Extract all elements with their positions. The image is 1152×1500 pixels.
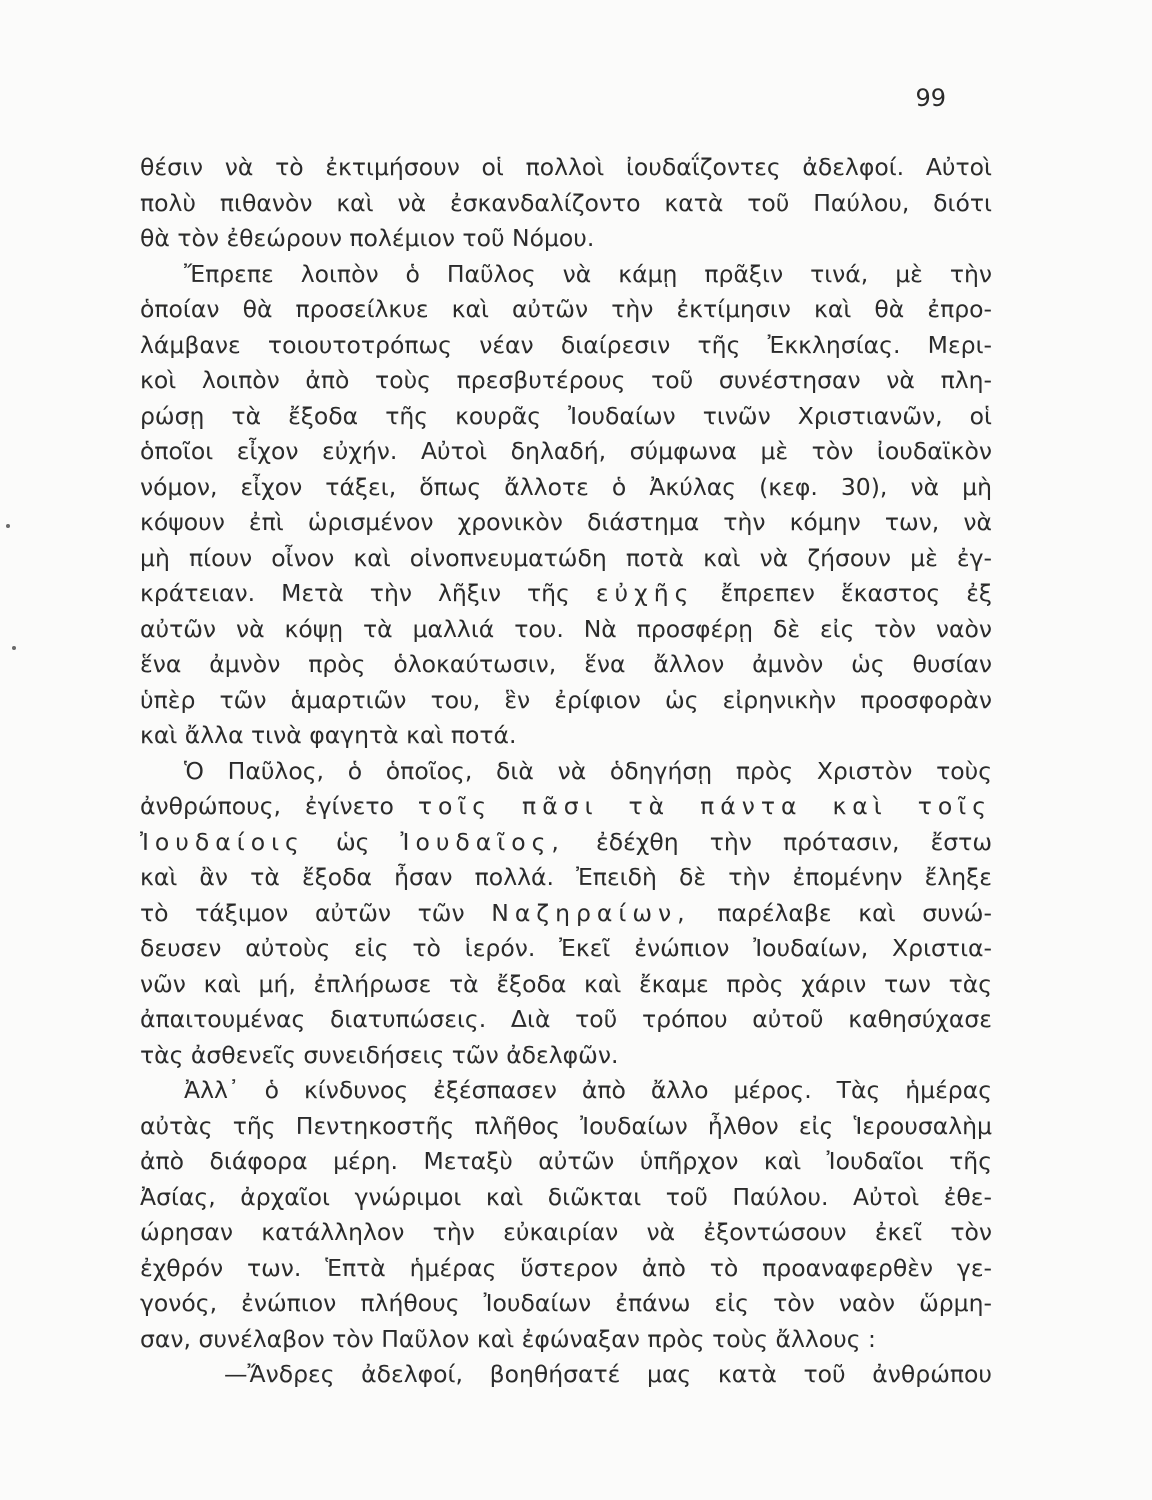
- text-span: ὡς: [335, 827, 370, 856]
- text-line: πολὺ πιθανὸν καὶ νὰ ἐσκανδαλίζοντο κατὰ τοῦ Παύλου, διότι: [140, 188, 992, 217]
- text-line: ἀπαιτουμένας διατυπώσεις. Διὰ τοῦ τρόπου αὐτοῦ καθησύχασε: [140, 1005, 992, 1033]
- text-line: γονός, ἐνώπιον πλήθους Ἰουδαίων ἐπάνω εἰς τὸν ναὸν ὥρμη-: [140, 1289, 992, 1317]
- text-line: [140, 789, 992, 825]
- text-line: κόψουν ἐπὶ ὡρισμένον χρονικὸν διάστημα τὴν κόμην των, νὰ: [140, 508, 992, 536]
- text-line: [140, 576, 992, 612]
- text-line: λάμβανε τοιουτοτρόπως νέαν διαίρεσιν τῆς Ἐκκλησίας. Μερι-: [140, 330, 992, 359]
- text-line: ώρησαν κατάλληλον τὴν εὐκαιρίαν νὰ ἐξοντώσουν ἐκεῖ τὸν: [140, 1218, 992, 1246]
- text-line: αὐτὰς τῆς Πεντηκοστῆς πλῆθος Ἰουδαίων ἦλθον εἰς Ἱερουσαλὴμ: [140, 1111, 992, 1140]
- text-line: Ὁ Παῦλος, ὁ ὁποῖος, διὰ νὰ ὁδηγήσῃ πρὸς Χριστὸν τοὺς: [184, 756, 992, 785]
- text-line: [140, 896, 992, 932]
- body-text: [140, 150, 992, 1393]
- text-line: ὁποίαν θὰ προσείλκυε καὶ αὐτῶν τὴν ἐκτίμησιν καὶ θὰ ἐπρο-: [140, 295, 992, 323]
- spaced-emphasis: τοῖς πᾶσι τὰ πάντα καὶ τοῖς: [417, 792, 992, 820]
- text-line: ἕνα ἀμνὸν πρὸς ὁλοκαύτωσιν, ἕνα ἄλλον ἀμνὸν ὡς θυσίαν: [140, 650, 992, 678]
- page-number: 99: [915, 84, 946, 112]
- text-span: κράτειαν. Μετὰ τὴν λῆξιν τῆς: [140, 579, 570, 607]
- text-line: θὰ τὸν ἐθεώρουν πολέμιον τοῦ Νόμου.: [140, 224, 595, 252]
- scan-speck: [12, 646, 16, 650]
- spaced-emphasis: Ἰουδαῖος,: [400, 827, 565, 856]
- text-line: ὁποῖοι εἶχον εὐχήν. Αὐτοὶ δηλαδή, σύμφωνα μὲ τὸν ἰουδαϊκὸν: [140, 437, 992, 465]
- text-line: σαν, συνέλαβον τὸν Παῦλον καὶ ἐφώναξαν πρὸς τοὺς ἄλλους :: [140, 1324, 876, 1353]
- text-span: ἔπρεπεν ἕκαστος ἐξ: [720, 579, 992, 607]
- text-line: [140, 825, 992, 861]
- spaced-emphasis: εὐχῆς: [595, 579, 695, 607]
- text-line: τὰς ἀσθενεῖς συνειδήσεις τῶν ἀδελφῶν.: [140, 1040, 619, 1069]
- text-line: Ἔπρεπε λοιπὸν ὁ Παῦλος νὰ κάμῃ πρᾶξιν τινά, μὲ τὴν: [184, 259, 992, 288]
- text-line: μὴ πίουν οἶνον καὶ οἰνοπνευματώδη ποτὰ καὶ νὰ ζήσουν μὲ ἐγ-: [140, 543, 992, 572]
- text-line: αὐτῶν νὰ κόψῃ τὰ μαλλιά του. Νὰ προσφέρῃ δὲ εἰς τὸν ναὸν: [140, 614, 992, 643]
- text-line: —Ἄνδρες ἀδελφοί, βοηθήσατέ μας κατὰ τοῦ ἀνθρώπου: [224, 1360, 992, 1388]
- text-line: ρώσῃ τὰ ἔξοδα τῆς κουρᾶς Ἰουδαίων τινῶν Χριστιανῶν, οἱ: [140, 401, 992, 430]
- text-line: νόμον, εἶχον τάξει, ὅπως ἄλλοτε ὁ Ἀκύλας (κεφ. 30), νὰ μὴ: [140, 472, 992, 501]
- text-line: νῶν καὶ μή, ἐπλήρωσε τὰ ἔξοδα καὶ ἔκαμε πρὸς χάριν των τὰς: [140, 969, 992, 998]
- text-line: θέσιν νὰ τὸ ἐκτιμήσουν οἱ πολλοὶ ἰουδαΐζοντες ἀδελφοί. Αὐτοὶ: [140, 153, 992, 181]
- spaced-emphasis: Ἰουδαίοις: [140, 827, 305, 856]
- spaced-emphasis: Ναζηραίων,: [491, 898, 691, 927]
- text-line: ἀπὸ διάφορα μέρη. Μεταξὺ αὐτῶν ὑπῆρχον καὶ Ἰουδαῖοι τῆς: [140, 1147, 992, 1175]
- text-span: ἀνθρώπους, ἐγίνετο: [140, 792, 394, 820]
- scan-speck: [6, 524, 10, 528]
- text-span: παρέλαβε καὶ συνώ-: [717, 898, 992, 927]
- text-span: τὸ τάξιμον αὐτῶν τῶν: [140, 898, 465, 927]
- text-line: καὶ ἄλλα τινὰ φαγητὰ καὶ ποτά.: [140, 721, 517, 749]
- text-line: καὶ ἂν τὰ ἔξοδα ἦσαν πολλά. Ἐπειδὴ δὲ τὴν ἐπομένην ἔληξε: [140, 863, 992, 891]
- text-line: κοὶ λοιπὸν ἀπὸ τοὺς πρεσβυτέρους τοῦ συνέστησαν νὰ πλη-: [140, 366, 992, 394]
- text-span: ἐδέχθη τὴν πρότασιν, ἔστω: [596, 827, 992, 856]
- text-line: Ἀλλ᾽ ὁ κίνδυνος ἐξέσπασεν ἀπὸ ἄλλο μέρος. Τὰς ἡμέρας: [184, 1076, 992, 1104]
- text-line: ὑπὲρ τῶν ἁμαρτιῶν του, ἓν ἐρίφιον ὡς εἰρηνικὴν προσφορὰν: [140, 685, 992, 714]
- text-line: ἐχθρόν των. Ἑπτὰ ἡμέρας ὕστερον ἀπὸ τὸ προαναφερθὲν γε-: [140, 1253, 992, 1282]
- text-line: Ἀσίας, ἀρχαῖοι γνώριμοι καὶ διῶκται τοῦ Παύλου. Αὐτοὶ ἐθε-: [140, 1182, 992, 1211]
- text-line: δευσεν αὐτοὺς εἰς τὸ ἱερόν. Ἐκεῖ ἐνώπιον Ἰουδαίων, Χριστια-: [140, 934, 992, 962]
